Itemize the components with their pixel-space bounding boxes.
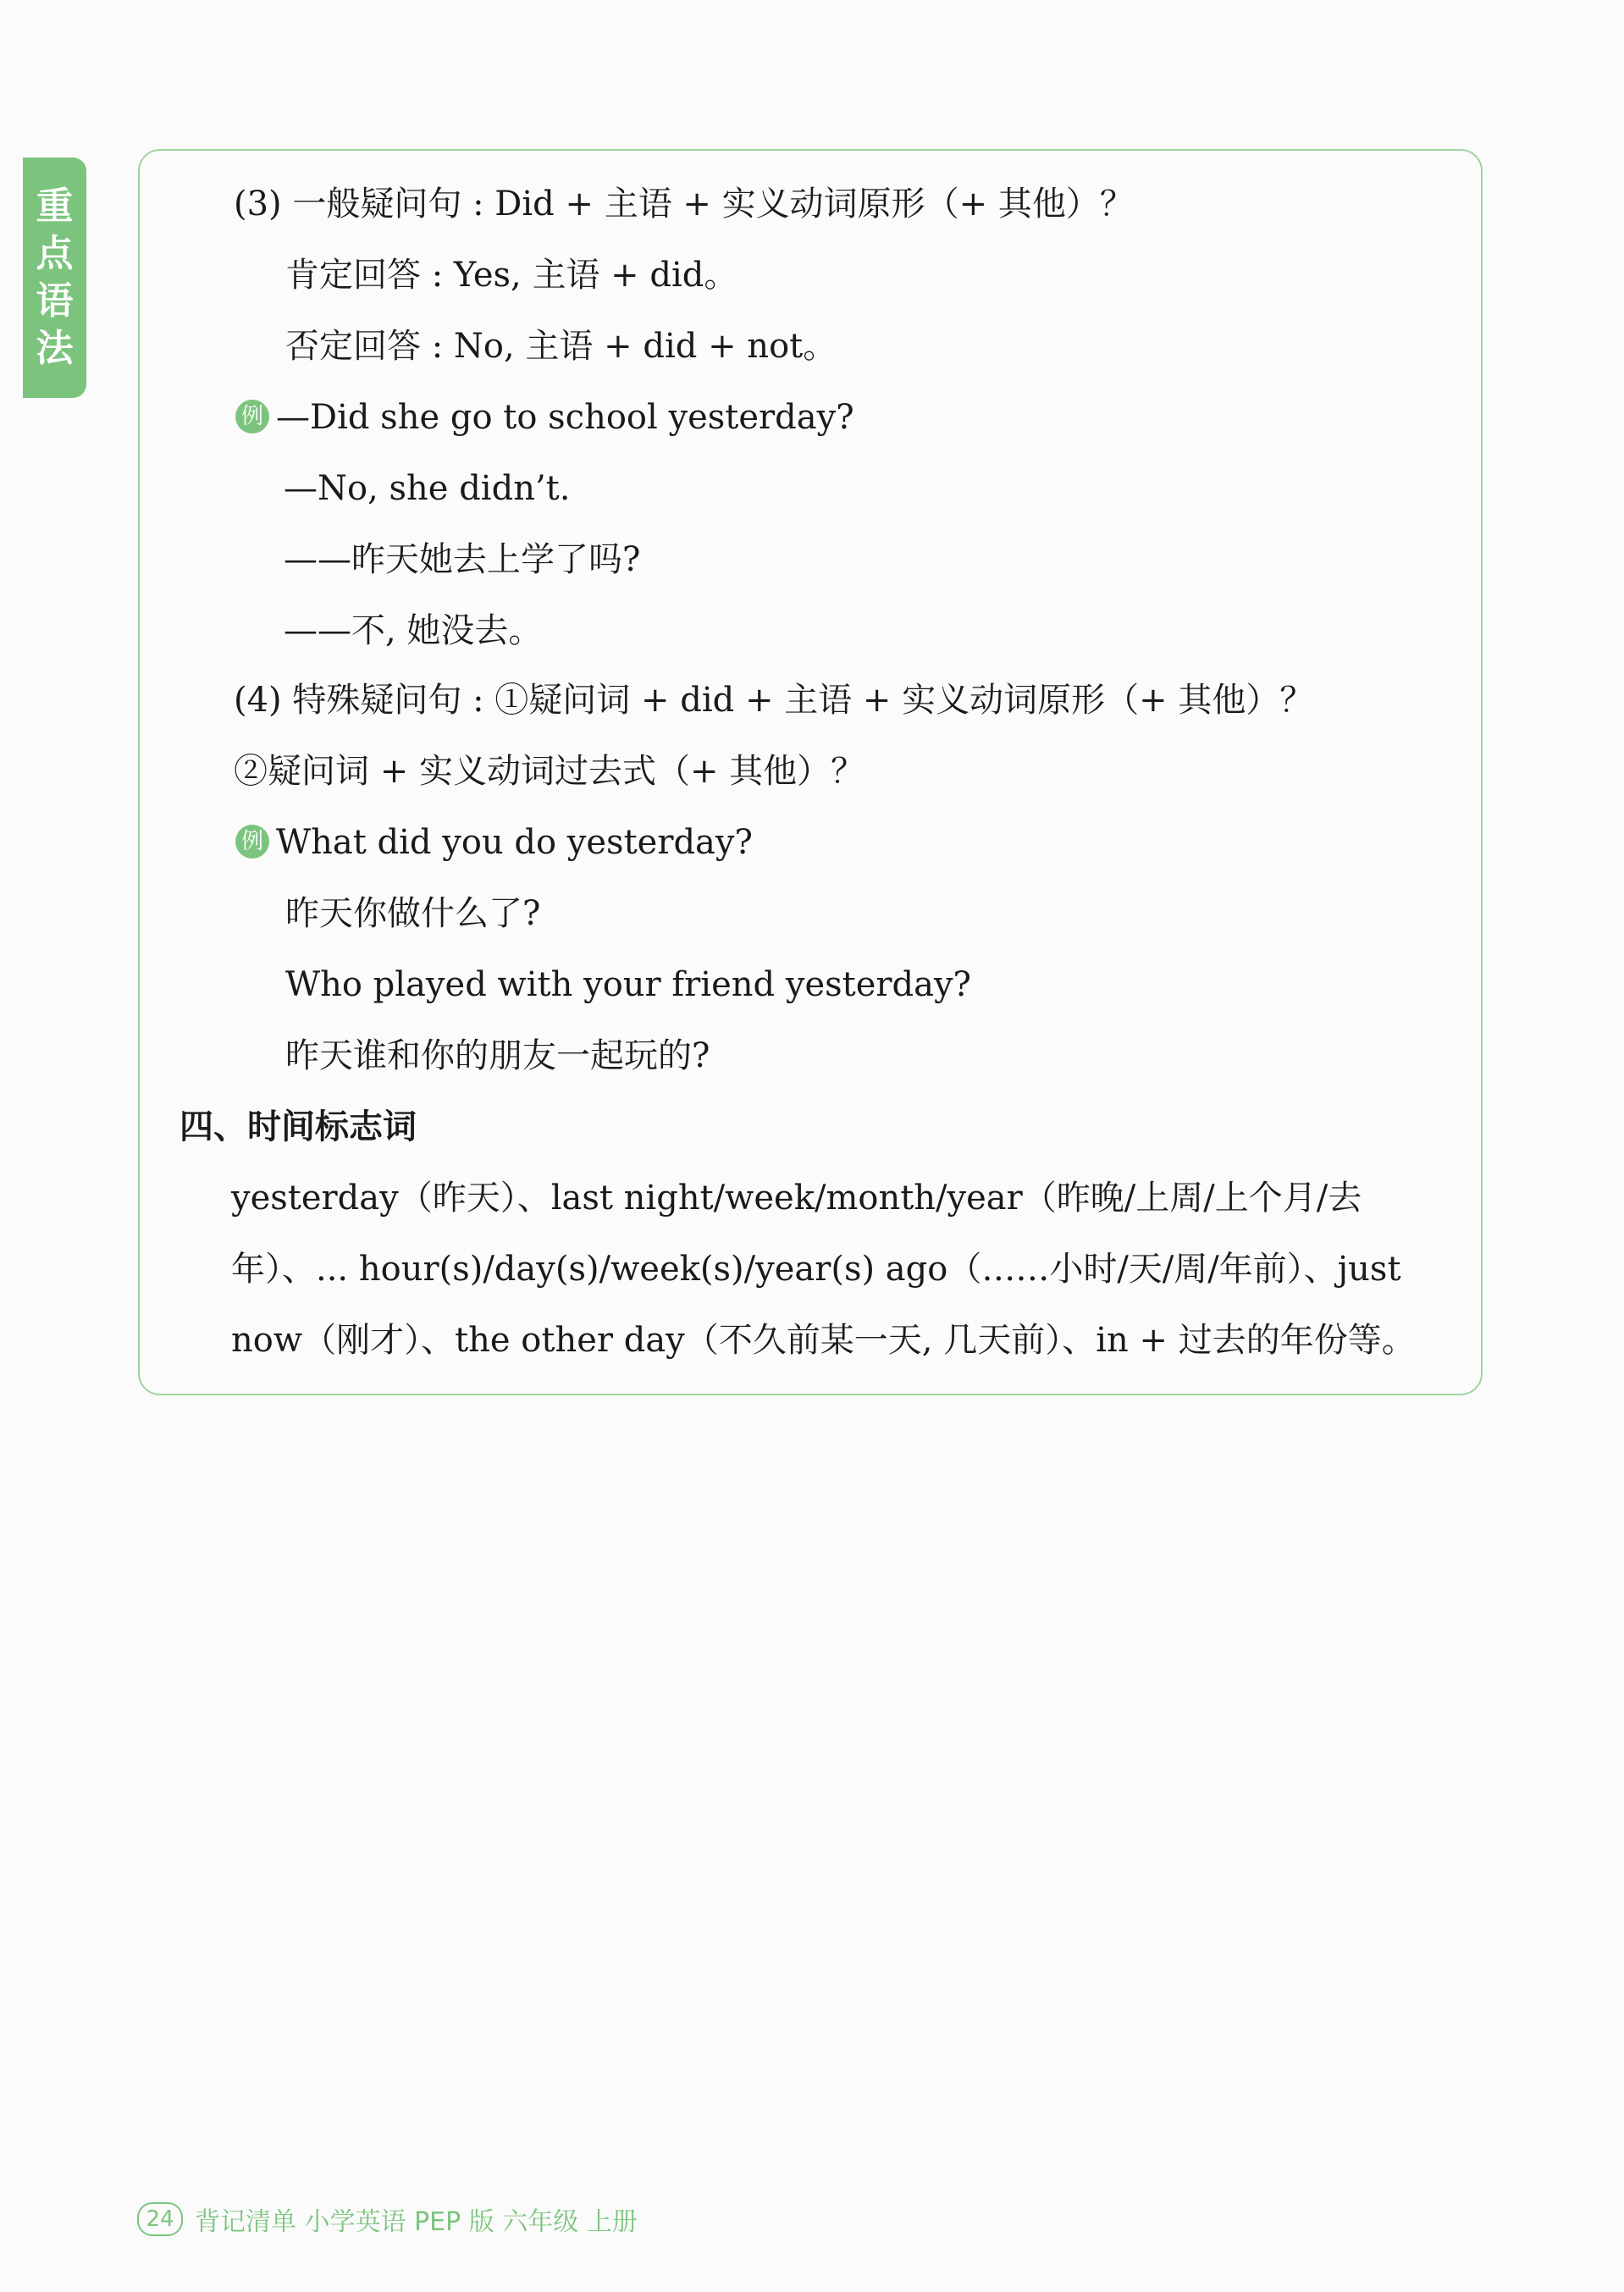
section-tab-char: 点 (36, 232, 74, 275)
q4-second-form: ②疑问词 + 实义动词过去式（+ 其他）？ (234, 752, 865, 791)
page-footer (137, 2201, 638, 2238)
section-tab-char: 法 (36, 327, 74, 370)
section-tab-char: 语 (36, 279, 74, 323)
example-2-question-2: Who played with your friend yesterday? (285, 965, 971, 1004)
q3-yes-answer: 肯定回答 : Yes, 主语 + did。 (285, 256, 738, 295)
example-1-question-cn: ——昨天她去上学了吗? (284, 540, 641, 579)
example-1-question-text: —Did she go to school yesterday? (276, 398, 854, 437)
example-2-question-1-cn: 昨天你做什么了? (285, 894, 541, 933)
example-2-question-1 (235, 823, 753, 862)
example-2-question-2-cn: 昨天谁和你的朋友一起玩的? (285, 1036, 710, 1075)
book-title: 背记清单 小学英语 PEP 版 六年级 上册 (195, 2207, 638, 2237)
example-icon: 例 (235, 400, 269, 434)
time-words-line-1: yesterday（昨天）、last night/week/month/year（昨晚/上周/上个月/去 (231, 1179, 1362, 1218)
section-tab-char: 重 (36, 185, 74, 228)
example-1-answer-cn: ——不, 她没去。 (284, 611, 543, 650)
page-number: 24 (137, 2202, 183, 2236)
example-1-question (235, 400, 854, 437)
q3-no-answer: 否定回答 : No, 主语 + did + not。 (285, 327, 837, 366)
example-1-answer: —No, she didn’t. (284, 469, 571, 508)
time-words-line-3: now（刚才）、the other day（不久前某一天, 几天前）、in + 过去的年份等。 (231, 1321, 1416, 1360)
q4-title: (4) 特殊疑问句 : ①疑问词 + did + 主语 + 实义动词原形（+ 其他）？ (234, 681, 1314, 720)
time-words-line-2: 年）、... hour(s)/day(s)/week(s)/year(s) ago（……小时/天/周/年前）、just (231, 1250, 1401, 1289)
example-icon: 例 (235, 825, 269, 859)
example-2-question-1-text: What did you do yesterday? (276, 823, 753, 862)
section-tab (23, 157, 86, 398)
time-words-heading: 四、时间标志词 (180, 1107, 417, 1146)
q3-title: (3) 一般疑问句 : Did + 主语 + 实义动词原形（+ 其他）？ (234, 185, 1134, 224)
